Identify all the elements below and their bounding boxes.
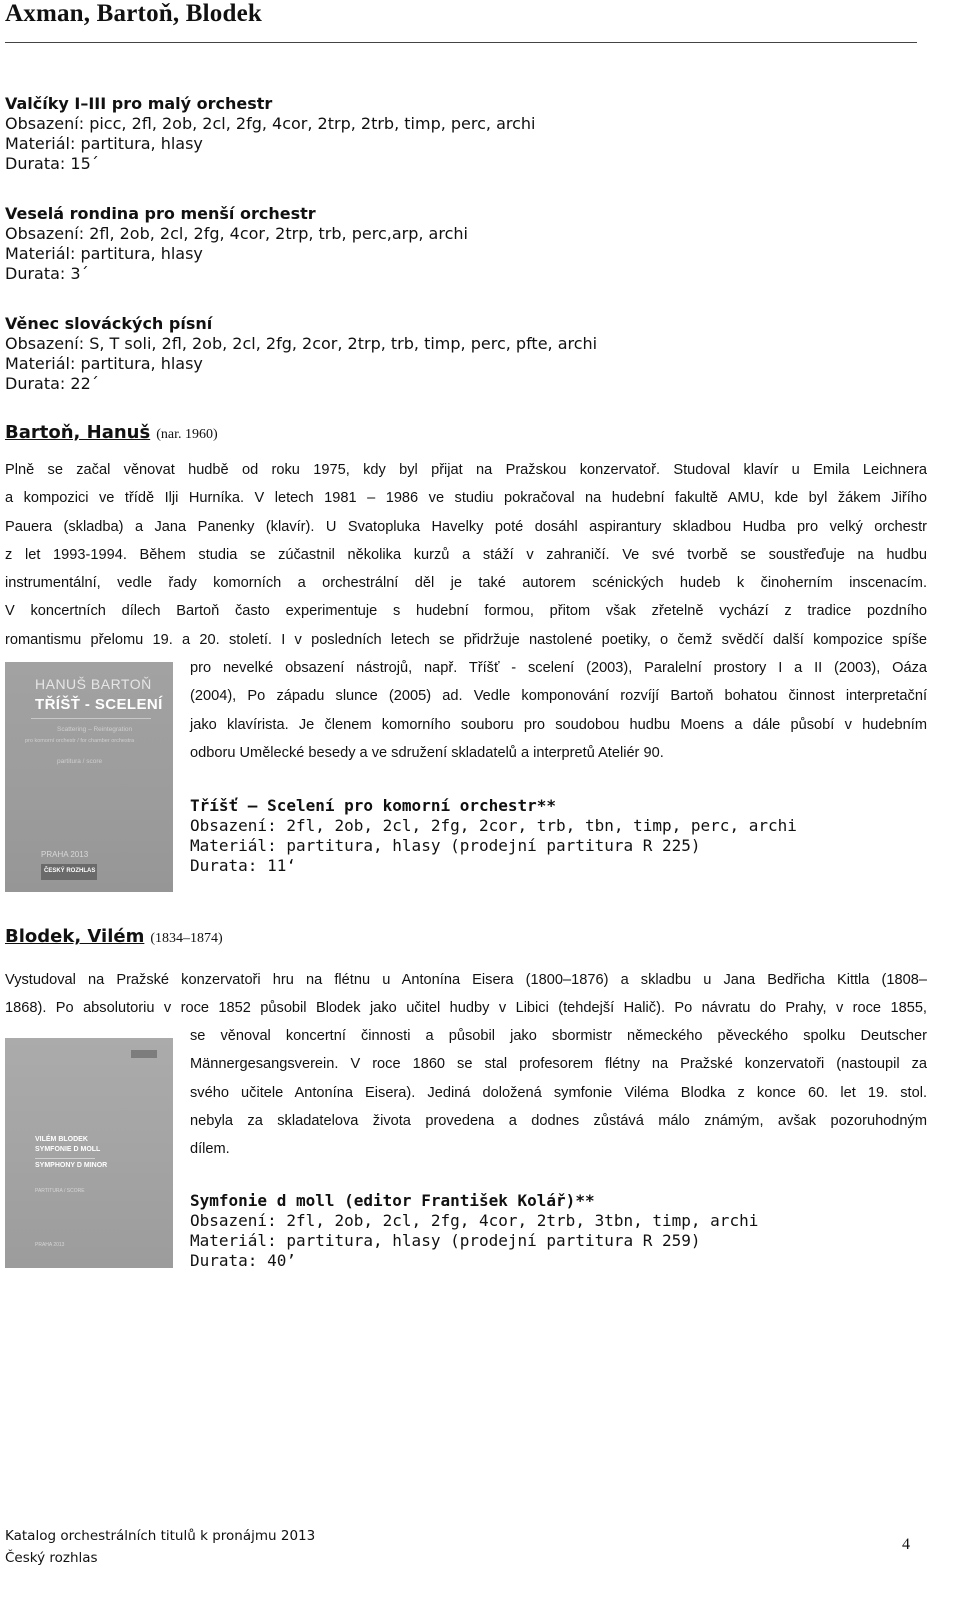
- cover-title: SYMFONIE D MOLL: [35, 1146, 101, 1153]
- work-instrumentation: Obsazení: 2fl, 2ob, 2cl, 2fg, 4cor, 2trb, 3tbn, timp, archi: [190, 1211, 759, 1230]
- composer-heading: [5, 422, 218, 443]
- bio-line: z let 1993-1994. Během studia se zúčastnil několika kurzů a stáží v zahraničí. Ve své tvorbě se soustřeďuje na hudbu: [5, 546, 927, 563]
- cover-divider: [31, 718, 151, 719]
- composer-biography: [5, 456, 927, 654]
- bio-line: nebyla za skladatelova života provedena a dodnes zůstává málo známým, avšak pozoruhodným: [190, 1112, 927, 1129]
- work-entry: [5, 204, 468, 284]
- cover-place: PRAHA 2013: [41, 850, 89, 859]
- header-divider: [5, 42, 917, 43]
- bio-line: a kompozici ve třídě Ilji Hurníka. V letech 1981 – 1986 ve studiu pokračoval na hudební fakultě AMU, kde byl žákem Jiřího: [5, 490, 927, 507]
- bio-line: Männergesangsverein. V roce 1860 se stal profesorem flétny na Pražské konzervatoři (nastoupil za: [190, 1056, 927, 1073]
- cover-author: VILÉM BLODEK: [35, 1136, 88, 1143]
- publisher-logo: [131, 1050, 157, 1058]
- bio-line: Plně se začal věnovat hudbě od roku 1975, kdy byl přijat na Pražskou konzervatoř. Studoval klavír u Emila Leichnera: [5, 462, 927, 478]
- publisher-logo: [41, 864, 97, 880]
- work-title: Symfonie d moll (editor František Kolář)**: [190, 1191, 595, 1210]
- work-material: Materiál: partitura, hlasy: [5, 354, 203, 373]
- footer-publisher: Český rozhlas: [5, 1550, 98, 1566]
- bio-line: svého učitele Antonína Eisera). Jediná doložená symfonie Viléma Blodka z konce 60. let 19. stol.: [190, 1084, 927, 1101]
- work-entry: [190, 796, 797, 876]
- score-cover-image: [5, 662, 173, 892]
- work-instrumentation: Obsazení: S, T soli, 2fl, 2ob, 2cl, 2fg, 2cor, 2trp, trb, timp, perc, pfte, archi: [5, 334, 598, 353]
- work-title: Tříšť – Scelení pro komorní orchestr**: [190, 796, 557, 815]
- work-duration: Durata: 22´: [5, 374, 99, 393]
- page-number: 4: [902, 1536, 910, 1553]
- bio-line: odboru Umělecké besedy a ve sdružení skladatelů a interpretů Ateliér 90.: [190, 744, 664, 761]
- work-duration: Durata: 3´: [5, 264, 89, 283]
- cover-title-en: SYMPHONY D MINOR: [35, 1162, 108, 1169]
- footer-catalog-title: Katalog orchestrálních titulů k pronájmu 2013: [5, 1528, 316, 1544]
- composer-name: Blodek, Vilém: [5, 926, 145, 947]
- composer-heading: [5, 926, 223, 947]
- bio-line: instrumentální, vedle řady komorních a orchestrální děl je také autorem scénických hudeb k činoherním inscenacím.: [5, 575, 927, 592]
- work-instrumentation: Obsazení: 2fl, 2ob, 2cl, 2fg, 4cor, 2trp, trb, perc,arp, archi: [5, 224, 468, 243]
- composer-name: Bartoň, Hanuš: [5, 422, 151, 443]
- composer-dates: (1834–1874): [150, 931, 223, 946]
- work-title: Veselá rondina pro menší orchestr: [5, 204, 316, 223]
- page-header-title: Axman, Bartoň, Blodek: [5, 0, 263, 27]
- work-instrumentation: Obsazení: picc, 2fl, 2ob, 2cl, 2fg, 4cor, 2trp, 2trb, timp, perc, archi: [5, 114, 536, 133]
- bio-line: Pauera (skladba) a Jana Panenky (klavír). U Svatopluka Havelky poté dosáhl aspirantury skladbou Hudba pro velký orchestr: [5, 518, 927, 535]
- work-entry: [5, 314, 597, 394]
- cover-divider: [35, 1158, 95, 1159]
- work-instrumentation: Obsazení: 2fl, 2ob, 2cl, 2fg, 2cor, trb, tbn, timp, perc, archi: [190, 816, 797, 835]
- work-title: Valčíky I–III pro malý orchestr: [5, 94, 273, 113]
- composer-biography-continued: [190, 654, 927, 767]
- bio-line: pro nevelké obsazení nástrojů, např. Tříšť - scelení (2003), Paralelní prostory I a II (2003), Oáza: [190, 660, 927, 676]
- bio-line: jako klavírista. Je členem komorního souboru pro soudobou hudbu Moens a dále působí v hudebním: [190, 716, 927, 733]
- work-entry: [5, 94, 536, 174]
- composer-biography-continued: [190, 1022, 927, 1163]
- work-material: Materiál: partitura, hlasy (prodejní partitura R 259): [190, 1231, 701, 1250]
- work-duration: Durata: 40’: [190, 1251, 296, 1270]
- composer-dates: (nar. 1960): [156, 427, 218, 442]
- cover-author: HANUŠ BARTOŇ: [35, 676, 152, 692]
- bio-line: Vystudoval na Pražské konzervatoři hru na flétnu u Antonína Eisera (1800–1876) a skladbu u Jana Bedřicha Kittla (1808–: [5, 972, 927, 988]
- score-cover-image: [5, 1038, 173, 1268]
- composer-biography: [5, 966, 927, 1023]
- bio-line: romantismu přelomu 19. a 20. století. I v posledních letech se přidržuje nastolené poetiky, o čemž svědčí další kompozice spíše: [5, 631, 927, 648]
- bio-line: V koncertních dílech Bartoň často experimentuje s hudební formou, přitom však zřetelně vychází z tradice pozdního: [5, 603, 927, 620]
- bio-line: se věnoval koncertní činnosti a působil jako sbormistr německého pěveckého spolku Deutscher: [190, 1028, 927, 1044]
- work-material: Materiál: partitura, hlasy (prodejní partitura R 225): [190, 836, 701, 855]
- cover-title: TŘÍŠŤ - SCELENÍ: [35, 696, 163, 713]
- cover-place: PRAHA 2013: [35, 1242, 65, 1248]
- cover-subtitle: PARTITURA / SCORE: [35, 1188, 85, 1194]
- work-entry: [190, 1191, 758, 1271]
- work-material: Materiál: partitura, hlasy: [5, 244, 203, 263]
- publisher-logo-text: ČESKÝ ROZHLAS: [44, 868, 96, 874]
- bio-line: (2004), Po západu slunce (2005) ad. Vedle komponování rozvíjí Bartoň bohatou činnost interpretační: [190, 688, 927, 705]
- cover-subtitle: Scattering – Reintegration: [57, 726, 133, 733]
- work-duration: Durata: 11‘: [190, 856, 296, 875]
- cover-subtitle: partitura / score: [57, 758, 103, 765]
- work-duration: Durata: 15´: [5, 154, 99, 173]
- bio-line: dílem.: [190, 1141, 230, 1158]
- cover-subtitle: pro komorní orchestr / for chamber orchestra: [25, 738, 135, 744]
- work-material: Materiál: partitura, hlasy: [5, 134, 203, 153]
- work-title: Věnec slováckých písní: [5, 314, 213, 333]
- bio-line: 1868). Po absolutoriu v roce 1852 působil Blodek jako učitel hudby v Libici (tehdejší Halič). Po návratu do Prahy, v roce 1855,: [5, 1000, 927, 1017]
